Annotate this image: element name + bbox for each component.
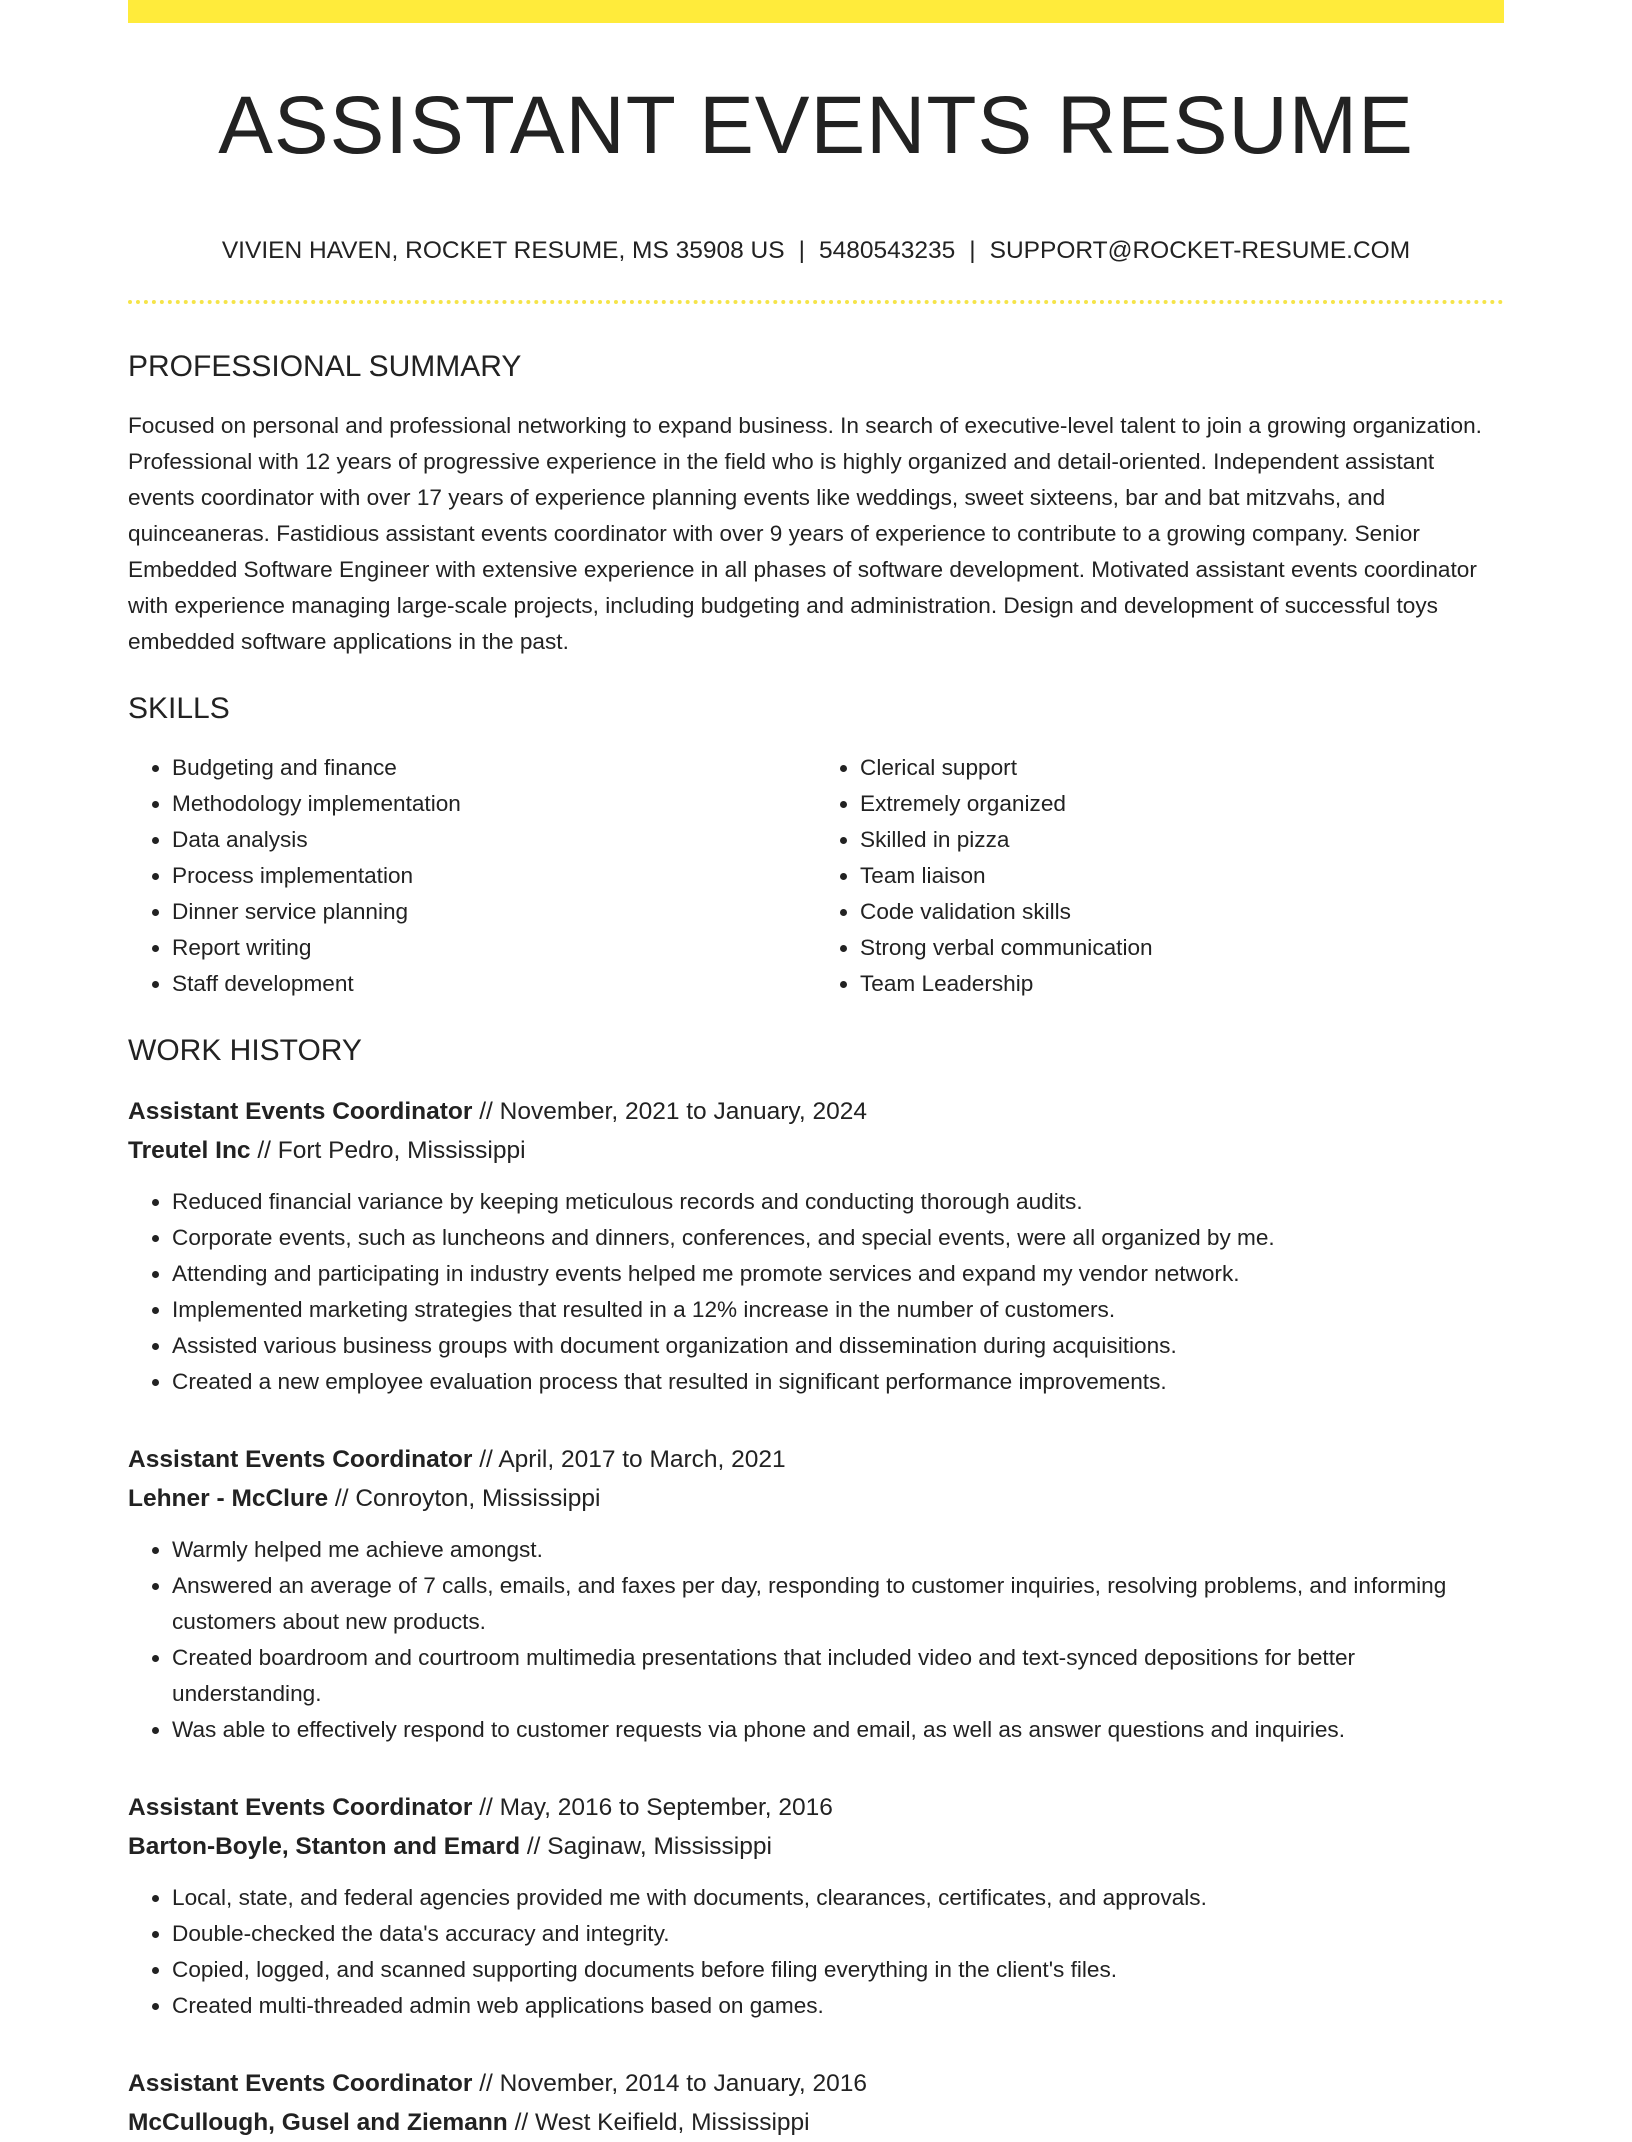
contact-address: VIVIEN HAVEN, ROCKET RESUME, MS 35908 US xyxy=(221,237,785,264)
skill-item: • Budgeting and finance xyxy=(172,750,816,786)
job-bullets xyxy=(128,1880,1504,2024)
job-bullet: • Created boardroom and courtroom multimedia presentations that included video and text-synced depositions for better understanding. xyxy=(172,1640,1504,1712)
job-bullet: • Double-checked the data's accuracy and integrity. xyxy=(172,1916,1504,1952)
job-entry xyxy=(128,2064,1504,2142)
job-bullet: • Was able to effectively respond to customer requests via phone and email, as well as answer questions and inquiries. xyxy=(172,1712,1504,1748)
skill-item: • Methodology implementation xyxy=(172,786,816,822)
job-dates: // November, 2014 to January, 2016 xyxy=(472,2069,867,2097)
job-title-line xyxy=(128,1440,1504,1479)
accent-bar xyxy=(128,0,1504,23)
job-company: Barton-Boyle, Stanton and Emard xyxy=(128,1832,521,1860)
page-title: ASSISTANT EVENTS RESUME xyxy=(218,80,1414,171)
skill-item: • Clerical support xyxy=(860,750,1504,786)
work-history-heading: WORK HISTORY xyxy=(128,1033,362,1067)
job-dates: // May, 2016 to September, 2016 xyxy=(472,1793,833,1821)
skill-item: • Strong verbal communication xyxy=(860,930,1504,966)
job-bullet: • Copied, logged, and scanned supporting documents before filing everything in the client's files. xyxy=(172,1952,1504,1988)
skill-item: • Code validation skills xyxy=(860,894,1504,930)
skill-item: • Data analysis xyxy=(172,822,816,858)
skill-item: • Extremely organized xyxy=(860,786,1504,822)
skill-item: • Process implementation xyxy=(172,858,816,894)
skill-item: • Staff development xyxy=(172,966,816,1002)
skill-item: • Skilled in pizza xyxy=(860,822,1504,858)
job-company: Lehner - McClure xyxy=(128,1484,329,1512)
skill-item: • Report writing xyxy=(172,930,816,966)
job-bullet: • Created a new employee evaluation process that resulted in significant performance improvements. xyxy=(172,1364,1504,1400)
summary-text: Focused on personal and professional networking to expand business. In search of executive-level talent to join a growing organization. Professional with 12 years of progressive experience in the field who is highly organized and detail-oriented. Independent assistant events coordinator with over 17 years of experience planning events like weddings, sweet sixteens, bar and bat mitzvahs, and quinceaneras. Fastidious assistant events coordinator with over 9 years of experience to contribute to a growing company. Senior Embedded Software Engineer with extensive experience in all phases of software development. Motivated assistant events coordinator with experience managing large-scale projects, including budgeting and administration. Design and development of successful toys embedded software applications in the past. xyxy=(128,412,1482,654)
job-entry xyxy=(128,1092,1504,1400)
job-bullet: • Local, state, and federal agencies provided me with documents, clearances, certificates, and approvals. xyxy=(172,1880,1504,1916)
job-location: // Conroyton, Mississippi xyxy=(328,1484,601,1512)
header-divider xyxy=(128,300,1504,304)
job-bullet: • Warmly helped me achieve amongst. xyxy=(172,1532,1504,1568)
job-title-line xyxy=(128,1092,1504,1131)
job-bullet: • Attending and participating in industry events helped me promote services and expand my vendor network. xyxy=(172,1256,1504,1292)
contact-separator: | xyxy=(798,237,805,264)
contact-separator: | xyxy=(969,237,976,264)
job-bullets xyxy=(128,1184,1504,1400)
job-title-line xyxy=(128,1788,1504,1827)
job-location: // West Keifield, Mississippi xyxy=(507,2108,810,2136)
job-dates: // November, 2021 to January, 2024 xyxy=(472,1097,867,1125)
skill-item: • Team liaison xyxy=(860,858,1504,894)
job-company-line xyxy=(128,2103,1504,2142)
contact-line xyxy=(128,239,1504,264)
job-company-line xyxy=(128,1827,1504,1866)
skills-column-left xyxy=(128,750,816,1002)
job-company-line xyxy=(128,1131,1504,1170)
resume-page xyxy=(128,0,1504,2142)
job-bullet: • Created multi-threaded admin web applications based on games. xyxy=(172,1988,1504,2024)
job-company: McCullough, Gusel and Ziemann xyxy=(128,2108,508,2136)
job-location: // Fort Pedro, Mississippi xyxy=(250,1136,526,1164)
job-title: Assistant Events Coordinator xyxy=(128,1097,473,1125)
job-entry xyxy=(128,1440,1504,1748)
job-bullet: • Implemented marketing strategies that resulted in a 12% increase in the number of customers. xyxy=(172,1292,1504,1328)
summary-heading: PROFESSIONAL SUMMARY xyxy=(128,349,522,383)
job-company-line xyxy=(128,1479,1504,1518)
skills-column-right xyxy=(816,750,1504,1002)
job-title: Assistant Events Coordinator xyxy=(128,2069,473,2097)
contact-phone: 5480543235 xyxy=(818,237,956,264)
skill-item: • Dinner service planning xyxy=(172,894,816,930)
skills-heading: SKILLS xyxy=(128,691,230,725)
job-title-line xyxy=(128,2064,1504,2103)
job-title: Assistant Events Coordinator xyxy=(128,1445,473,1473)
skill-item: • Team Leadership xyxy=(860,966,1504,1002)
job-bullets xyxy=(128,1532,1504,1748)
job-company: Treutel Inc xyxy=(128,1136,251,1164)
job-dates: // April, 2017 to March, 2021 xyxy=(472,1445,786,1473)
job-bullet: • Corporate events, such as luncheons and dinners, conferences, and special events, were all organized by me. xyxy=(172,1220,1504,1256)
job-location: // Saginaw, Mississippi xyxy=(520,1832,772,1860)
job-title: Assistant Events Coordinator xyxy=(128,1793,473,1821)
job-bullet: • Answered an average of 7 calls, emails, and faxes per day, responding to customer inquiries, resolving problems, and informing customers about new products. xyxy=(172,1568,1504,1640)
job-entry xyxy=(128,1788,1504,2024)
job-bullet: • Reduced financial variance by keeping meticulous records and conducting thorough audits. xyxy=(172,1184,1504,1220)
job-bullet: • Assisted various business groups with document organization and dissemination during acquisitions. xyxy=(172,1328,1504,1364)
skills-list xyxy=(128,750,1504,1002)
contact-email: SUPPORT@ROCKET-RESUME.COM xyxy=(989,237,1411,264)
